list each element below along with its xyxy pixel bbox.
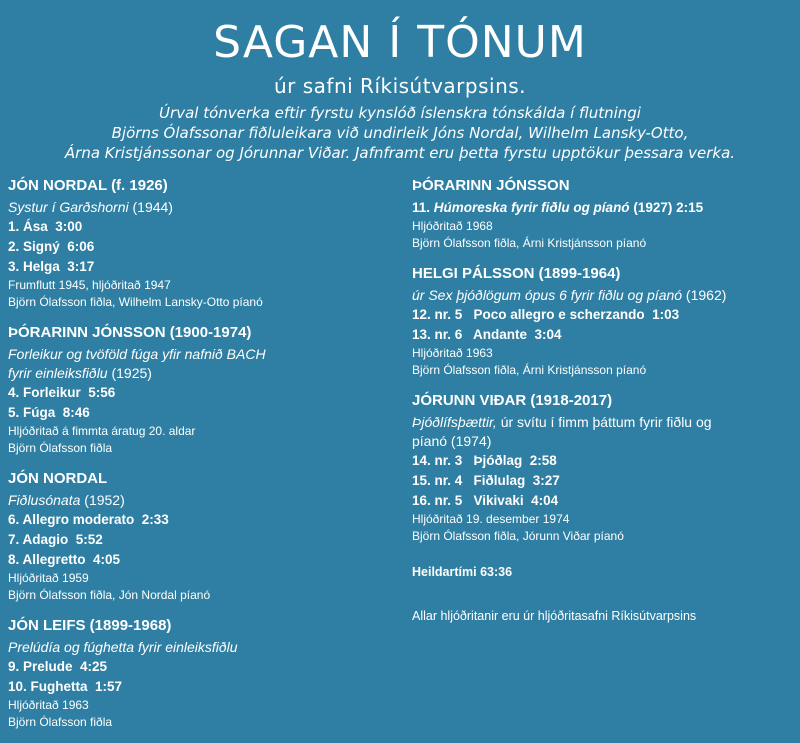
right-column: [412, 176, 800, 625]
track-item: 2. Signý 6:06: [8, 239, 95, 254]
composer-section: [8, 616, 398, 731]
recording-note: Björn Ólafsson fiðla, Wilhelm Lansky-Otto píanó: [8, 295, 263, 309]
recording-note: Frumflutt 1945, hljóðritað 1947: [8, 278, 171, 292]
track-item: 3. Helga 3:17: [8, 259, 95, 274]
composer-name: JÓN LEIFS (1899-1968): [8, 617, 172, 634]
album-subtitle: úr safni Ríkisútvarpsins.: [273, 74, 527, 98]
track-item: 12. nr. 5 Poco allegro e scherzando 1:03: [412, 307, 680, 322]
recording-note: Björn Ólafsson fiðla, Jón Nordal píanó: [8, 588, 211, 602]
work-title-plain: úr svítu í fimm þáttum fyrir fiðlu og: [496, 414, 712, 430]
track-item: 14. nr. 3 Þjóðlag 2:58: [412, 453, 557, 468]
composer-section: [8, 469, 398, 604]
work-title: [8, 364, 398, 383]
work-title-plain: (1925): [107, 365, 152, 381]
intro-line: Árna Kristjánssonar og Jórunnar Viðar. Jafnframt eru þetta fyrstu upptökur þessara verka.: [64, 144, 736, 162]
recording-note: Hljóðritað á fimmta áratug 20. aldar: [8, 424, 196, 438]
composer-name: JÓRUNN VIÐAR (1918-2017): [412, 392, 613, 409]
recording-note: Hljóðritað 1968: [412, 219, 493, 233]
work-title-italic: Forleikur og tvöföld fúga yfir nafnið BACH: [8, 346, 266, 362]
total-duration: Heildartími 63:36: [412, 565, 513, 579]
track-year-duration: (1927) 2:15: [629, 200, 704, 215]
track-item: 6. Allegro moderato 2:33: [8, 512, 169, 527]
composer-name: ÞÓRARINN JÓNSSON: [412, 177, 570, 194]
work-title-plain: (1952): [80, 492, 125, 508]
recording-note: Björn Ólafsson fiðla: [8, 715, 113, 729]
track-title-italic: Húmoreska fyrir fiðlu og píanó: [433, 200, 630, 215]
track-item: 15. nr. 4 Fiðlulag 3:27: [412, 473, 560, 488]
work-title: [412, 286, 800, 305]
track-item: 9. Prelude 4:25: [8, 659, 108, 674]
work-title-italic: fyrir einleiksfiðlu: [8, 365, 108, 381]
left-column: [8, 176, 398, 743]
track-number: 11.: [412, 200, 434, 215]
recording-note: Hljóðritað 1963: [8, 698, 89, 712]
composer-name: JÓN NORDAL (f. 1926): [8, 177, 168, 194]
work-title: [8, 638, 398, 657]
work-title-italic: Fiðlusónata: [8, 492, 81, 508]
intro-text: [60, 103, 740, 163]
work-title-italic: Prelúdía og fúghetta fyrir einleiksfiðlu: [8, 639, 238, 655]
composer-section: [412, 391, 800, 545]
work-title: [412, 432, 800, 451]
work-title-plain: (1962): [682, 287, 727, 303]
track-item: 16. nr. 5 Vikivaki 4:04: [412, 493, 559, 508]
track-item: 10. Fughetta 1:57: [8, 679, 123, 694]
track-item: 4. Forleikur 5:56: [8, 385, 116, 400]
composer-name: HELGI PÁLSSON (1899-1964): [412, 265, 621, 282]
track-item: 8. Allegretto 4:05: [8, 552, 121, 567]
recording-note: Hljóðritað 1963: [412, 346, 493, 360]
track-item: [412, 198, 800, 218]
composer-section: [412, 176, 800, 252]
track-item: 13. nr. 6 Andante 3:04: [412, 327, 562, 342]
composer-section: [8, 176, 398, 311]
track-item: 5. Fúga 8:46: [8, 405, 90, 420]
track-item: 7. Adagio 5:52: [8, 532, 103, 547]
composer-section: [8, 323, 398, 457]
album-title: SAGAN Í TÓNUM: [213, 17, 587, 68]
work-title-plain: (1944): [128, 199, 173, 215]
work-title-plain: píanó (1974): [412, 433, 492, 449]
archive-note: Allar hljóðritanir eru úr hljóðritasafni Ríkisútvarpsins: [412, 609, 697, 623]
recording-note: Björn Ólafsson fiðla, Árni Kristjánsson píanó: [412, 236, 647, 250]
work-title-italic: Þjóðlífsþættir,: [412, 414, 497, 430]
recording-note: Hljóðritað 1959: [8, 571, 89, 585]
work-title: [8, 198, 398, 217]
intro-line: Björns Ólafssonar fiðluleikara við undirleik Jóns Nordal, Wilhelm Lansky-Otto,: [111, 124, 689, 142]
recording-note: Björn Ólafsson fiðla: [8, 441, 113, 455]
intro-line: Úrval tónverka eftir fyrstu kynslóð íslenskra tónskálda í flutningi: [159, 104, 641, 122]
work-title: [8, 491, 398, 510]
work-title-italic: Systur í Garðshorni: [8, 199, 129, 215]
work-title-italic: úr Sex þjóðlögum ópus 6 fyrir fiðlu og píanó: [412, 287, 683, 303]
track-item: 1. Ása 3:00: [8, 219, 83, 234]
recording-note: Björn Ólafsson fiðla, Jórunn Viðar píanó: [412, 529, 624, 543]
composer-name: JÓN NORDAL: [8, 470, 108, 487]
composer-section: [412, 264, 800, 379]
work-title: [412, 413, 800, 432]
composer-name: ÞÓRARINN JÓNSSON (1900-1974): [8, 324, 252, 341]
recording-note: Björn Ólafsson fiðla, Árni Kristjánsson píanó: [412, 363, 647, 377]
work-title: [8, 345, 398, 364]
recording-note: Hljóðritað 19. desember 1974: [412, 512, 570, 526]
